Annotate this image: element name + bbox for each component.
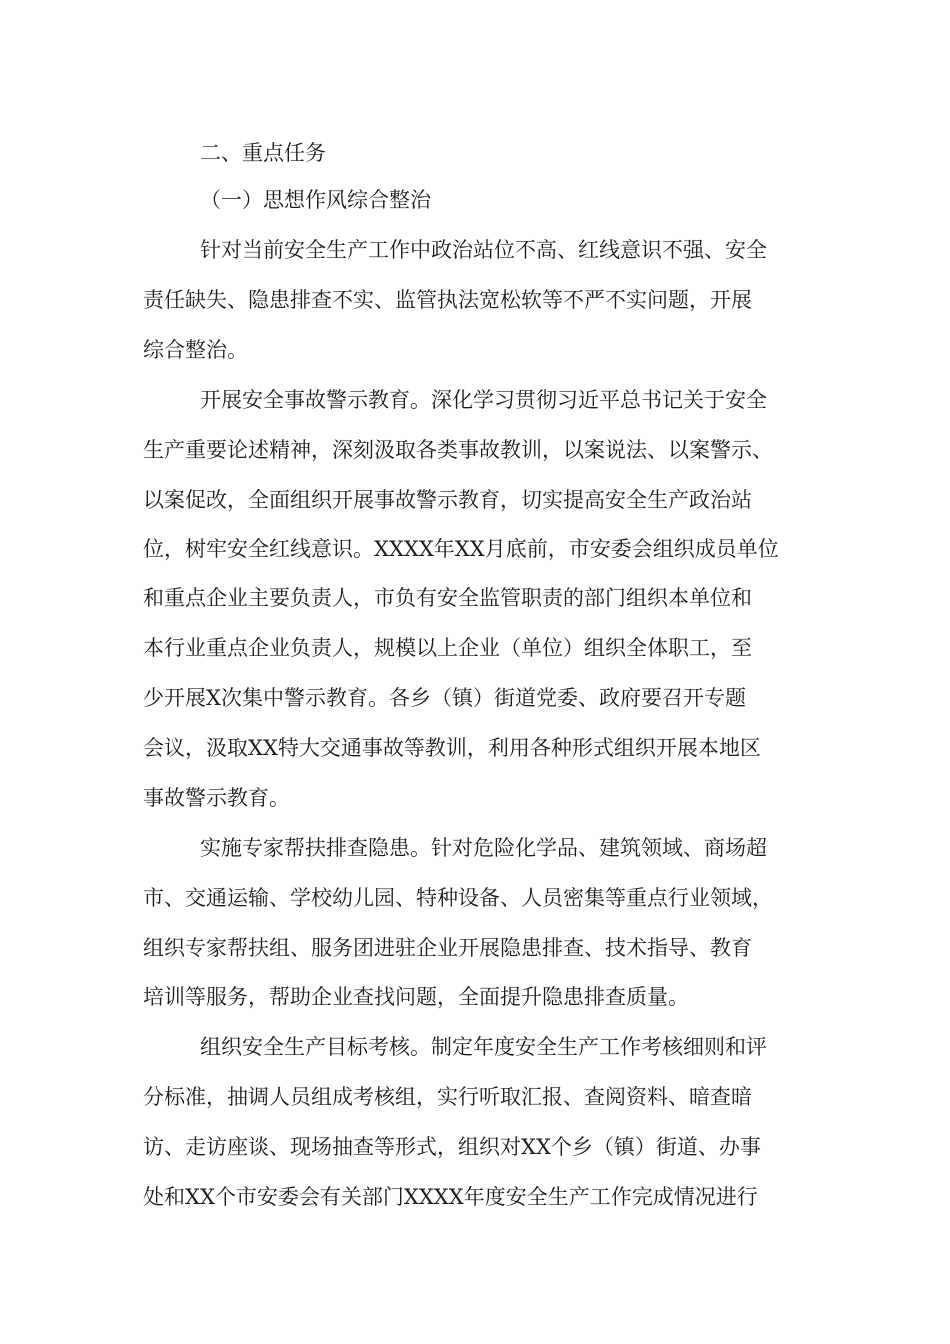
paragraph-line: 分标准，抽调人员组成考核组，实行听取汇报、查阅资料、暗查暗 bbox=[143, 1085, 752, 1109]
paragraph-line: 事故警示教育。 bbox=[143, 786, 290, 810]
paragraph-line: 组织专家帮扶组、服务团进驻企业开展隐患排查、技术指导、教育 bbox=[143, 936, 752, 960]
paragraph-line: 本行业重点企业负责人，规模以上企业（单位）组织全体职工，至 bbox=[143, 636, 752, 660]
paragraph-line: 组织安全生产目标考核。制定年度安全生产工作考核细则和评 bbox=[200, 1035, 767, 1059]
paragraph-line: 综合整治。 bbox=[143, 338, 248, 362]
paragraph-line: 处和XX个市安委会有关部门XXXX年度安全生产工作完成情况进行 bbox=[143, 1185, 758, 1209]
paragraph-line: 以案促改，全面组织开展事故警示教育，切实提高安全生产政治站 bbox=[143, 488, 752, 512]
paragraph-line: 市、交通运输、学校幼儿园、特种设备、人员密集等重点行业领域， bbox=[143, 886, 773, 910]
section-heading: 二、重点任务 bbox=[200, 141, 326, 165]
paragraph-line: 开展安全事故警示教育。深化学习贯彻习近平总书记关于安全 bbox=[200, 388, 767, 412]
paragraph-line: 和重点企业主要负责人，市负有安全监管职责的部门组织本单位和 bbox=[143, 586, 752, 610]
paragraph-line: 培训等服务，帮助企业查找问题，全面提升隐患排查质量。 bbox=[143, 985, 689, 1009]
paragraph-line: 生产重要论述精神，深刻汲取各类事故教训，以案说法、以案警示、 bbox=[143, 438, 773, 462]
paragraph-line: 责任缺失、隐患排查不实、监管执法宽松软等不严不实问题，开展 bbox=[143, 288, 752, 312]
paragraph-line: 位，树牢安全红线意识。XXXX年XX月底前，市安委会组织成员单位 bbox=[143, 537, 779, 561]
paragraph-line: 会议，汲取XX特大交通事故等教训，利用各种形式组织开展本地区 bbox=[143, 736, 761, 760]
paragraph-line: 实施专家帮扶排查隐患。针对危险化学品、建筑领域、商场超 bbox=[200, 836, 767, 860]
paragraph-line: 针对当前安全生产工作中政治站位不高、红线意识不强、安全 bbox=[200, 238, 767, 262]
paragraph-line: 少开展X次集中警示教育。各乡（镇）街道党委、政府要召开专题 bbox=[143, 686, 746, 710]
subsection-heading: （一）思想作风综合整治 bbox=[200, 188, 431, 212]
paragraph-line: 访、走访座谈、现场抽查等形式，组织对XX个乡（镇）街道、办事 bbox=[143, 1135, 761, 1159]
